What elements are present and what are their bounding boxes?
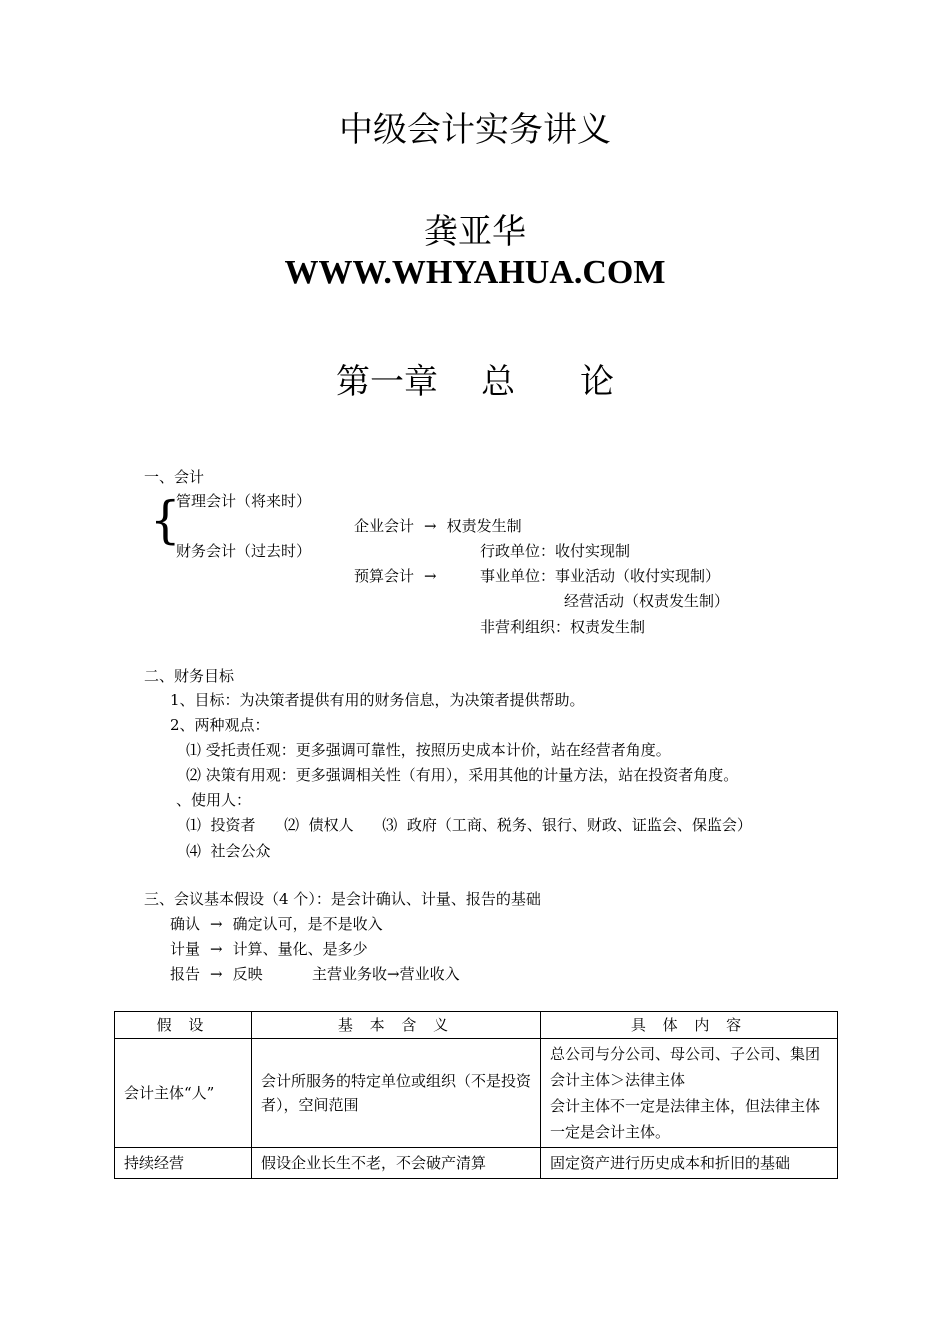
enterprise-accounting-line <box>354 516 522 536</box>
assumption-cell: 会计主体“人” <box>115 1039 252 1148</box>
column-header: 假 设 <box>115 1012 252 1039</box>
arrow-icon: → <box>424 567 437 585</box>
content-cell <box>541 1148 838 1179</box>
report-label: 报告 <box>170 965 201 983</box>
arrow-icon: → <box>210 915 223 933</box>
budget-accounting-line <box>354 566 447 586</box>
report-line <box>170 964 263 984</box>
author-name: 龚亚华 <box>424 212 526 252</box>
column-header: 基 本 含 义 <box>252 1012 541 1039</box>
business-activity: 经营活动（权责发生制） <box>564 592 730 610</box>
meaning-cell: 假设企业长生不老，不会破产清算 <box>252 1148 541 1179</box>
doc-title: 中级会计实务讲义 <box>339 110 611 150</box>
table-header-row <box>115 1012 838 1039</box>
admin-unit: 行政单位：收付实现制 <box>480 542 631 560</box>
chapter-title: 第一章 总 论 <box>335 362 615 402</box>
confirm-line <box>170 914 383 934</box>
view-stewardship: ⑴ 受托责任观：更多强调可靠性，按照历史成本计价，站在经营者角度。 <box>186 741 671 759</box>
content-line: 会计主体不一定是法律主体，但法律主体一定是会计主体。 <box>550 1097 821 1141</box>
content-line: 总公司与分公司、母公司、子公司、集团 <box>550 1045 821 1063</box>
confirm-label: 确认 <box>170 915 201 933</box>
table-row <box>115 1148 838 1179</box>
views-heading: 2、两种观点： <box>170 716 270 734</box>
content-cell <box>541 1039 838 1148</box>
users-heading: 、使用人： <box>176 791 252 809</box>
measure-desc: 计算、量化、是多少 <box>232 940 368 958</box>
website-url: WWW.WHYAHUA.COM <box>284 254 666 291</box>
users-list-1: ⑴ 投资者 ⑵ 债权人 ⑶ 政府（工商、税务、银行、财政、证监会、保监会） <box>186 816 752 834</box>
arrow-icon: → <box>424 517 437 535</box>
goal-text: 1、目标：为决策者提供有用的财务信息，为决策者提供帮助。 <box>170 691 585 709</box>
brace-icon: { <box>150 490 181 550</box>
report-desc: 反映 <box>232 965 263 983</box>
public-unit: 事业单位：事业活动（收付实现制） <box>480 567 721 585</box>
assumptions-table <box>114 1011 838 1179</box>
report-example: 主营业务收→营业收入 <box>312 965 460 983</box>
measure-line <box>170 939 368 959</box>
arrow-icon: → <box>210 940 223 958</box>
section3-heading: 三、会议基本假设（4 个）：是会计确认、计量、报告的基础 <box>144 890 541 908</box>
nonprofit-org: 非营利组织：权责发生制 <box>480 618 646 636</box>
confirm-desc: 确定认可，是不是收入 <box>232 915 383 933</box>
enterprise-basis: 权责发生制 <box>446 517 522 535</box>
arrow-icon: → <box>210 965 223 983</box>
budget-accounting: 预算会计 <box>354 567 415 585</box>
measure-label: 计量 <box>170 940 201 958</box>
meaning-cell: 会计所服务的特定单位或组织（不是投资者），空间范围 <box>252 1039 541 1148</box>
enterprise-accounting: 企业会计 <box>354 517 415 535</box>
section1-heading: 一、会计 <box>144 468 205 486</box>
users-list-2: ⑷ 社会公众 <box>186 842 271 860</box>
management-accounting: 管理会计（将来时） <box>176 492 312 510</box>
financial-accounting: 财务会计（过去时） <box>176 542 312 560</box>
view-decision-useful: ⑵ 决策有用观：更多强调相关性（有用），采用其他的计量方法，站在投资者角度。 <box>186 766 739 784</box>
column-header: 具 体 内 容 <box>541 1012 838 1039</box>
content-line: 会计主体＞法律主体 <box>550 1071 686 1089</box>
section2-heading: 二、财务目标 <box>144 667 235 685</box>
assumption-cell: 持续经营 <box>115 1148 252 1179</box>
content-line: 固定资产进行历史成本和折旧的基础 <box>550 1154 791 1172</box>
table-row <box>115 1039 838 1148</box>
